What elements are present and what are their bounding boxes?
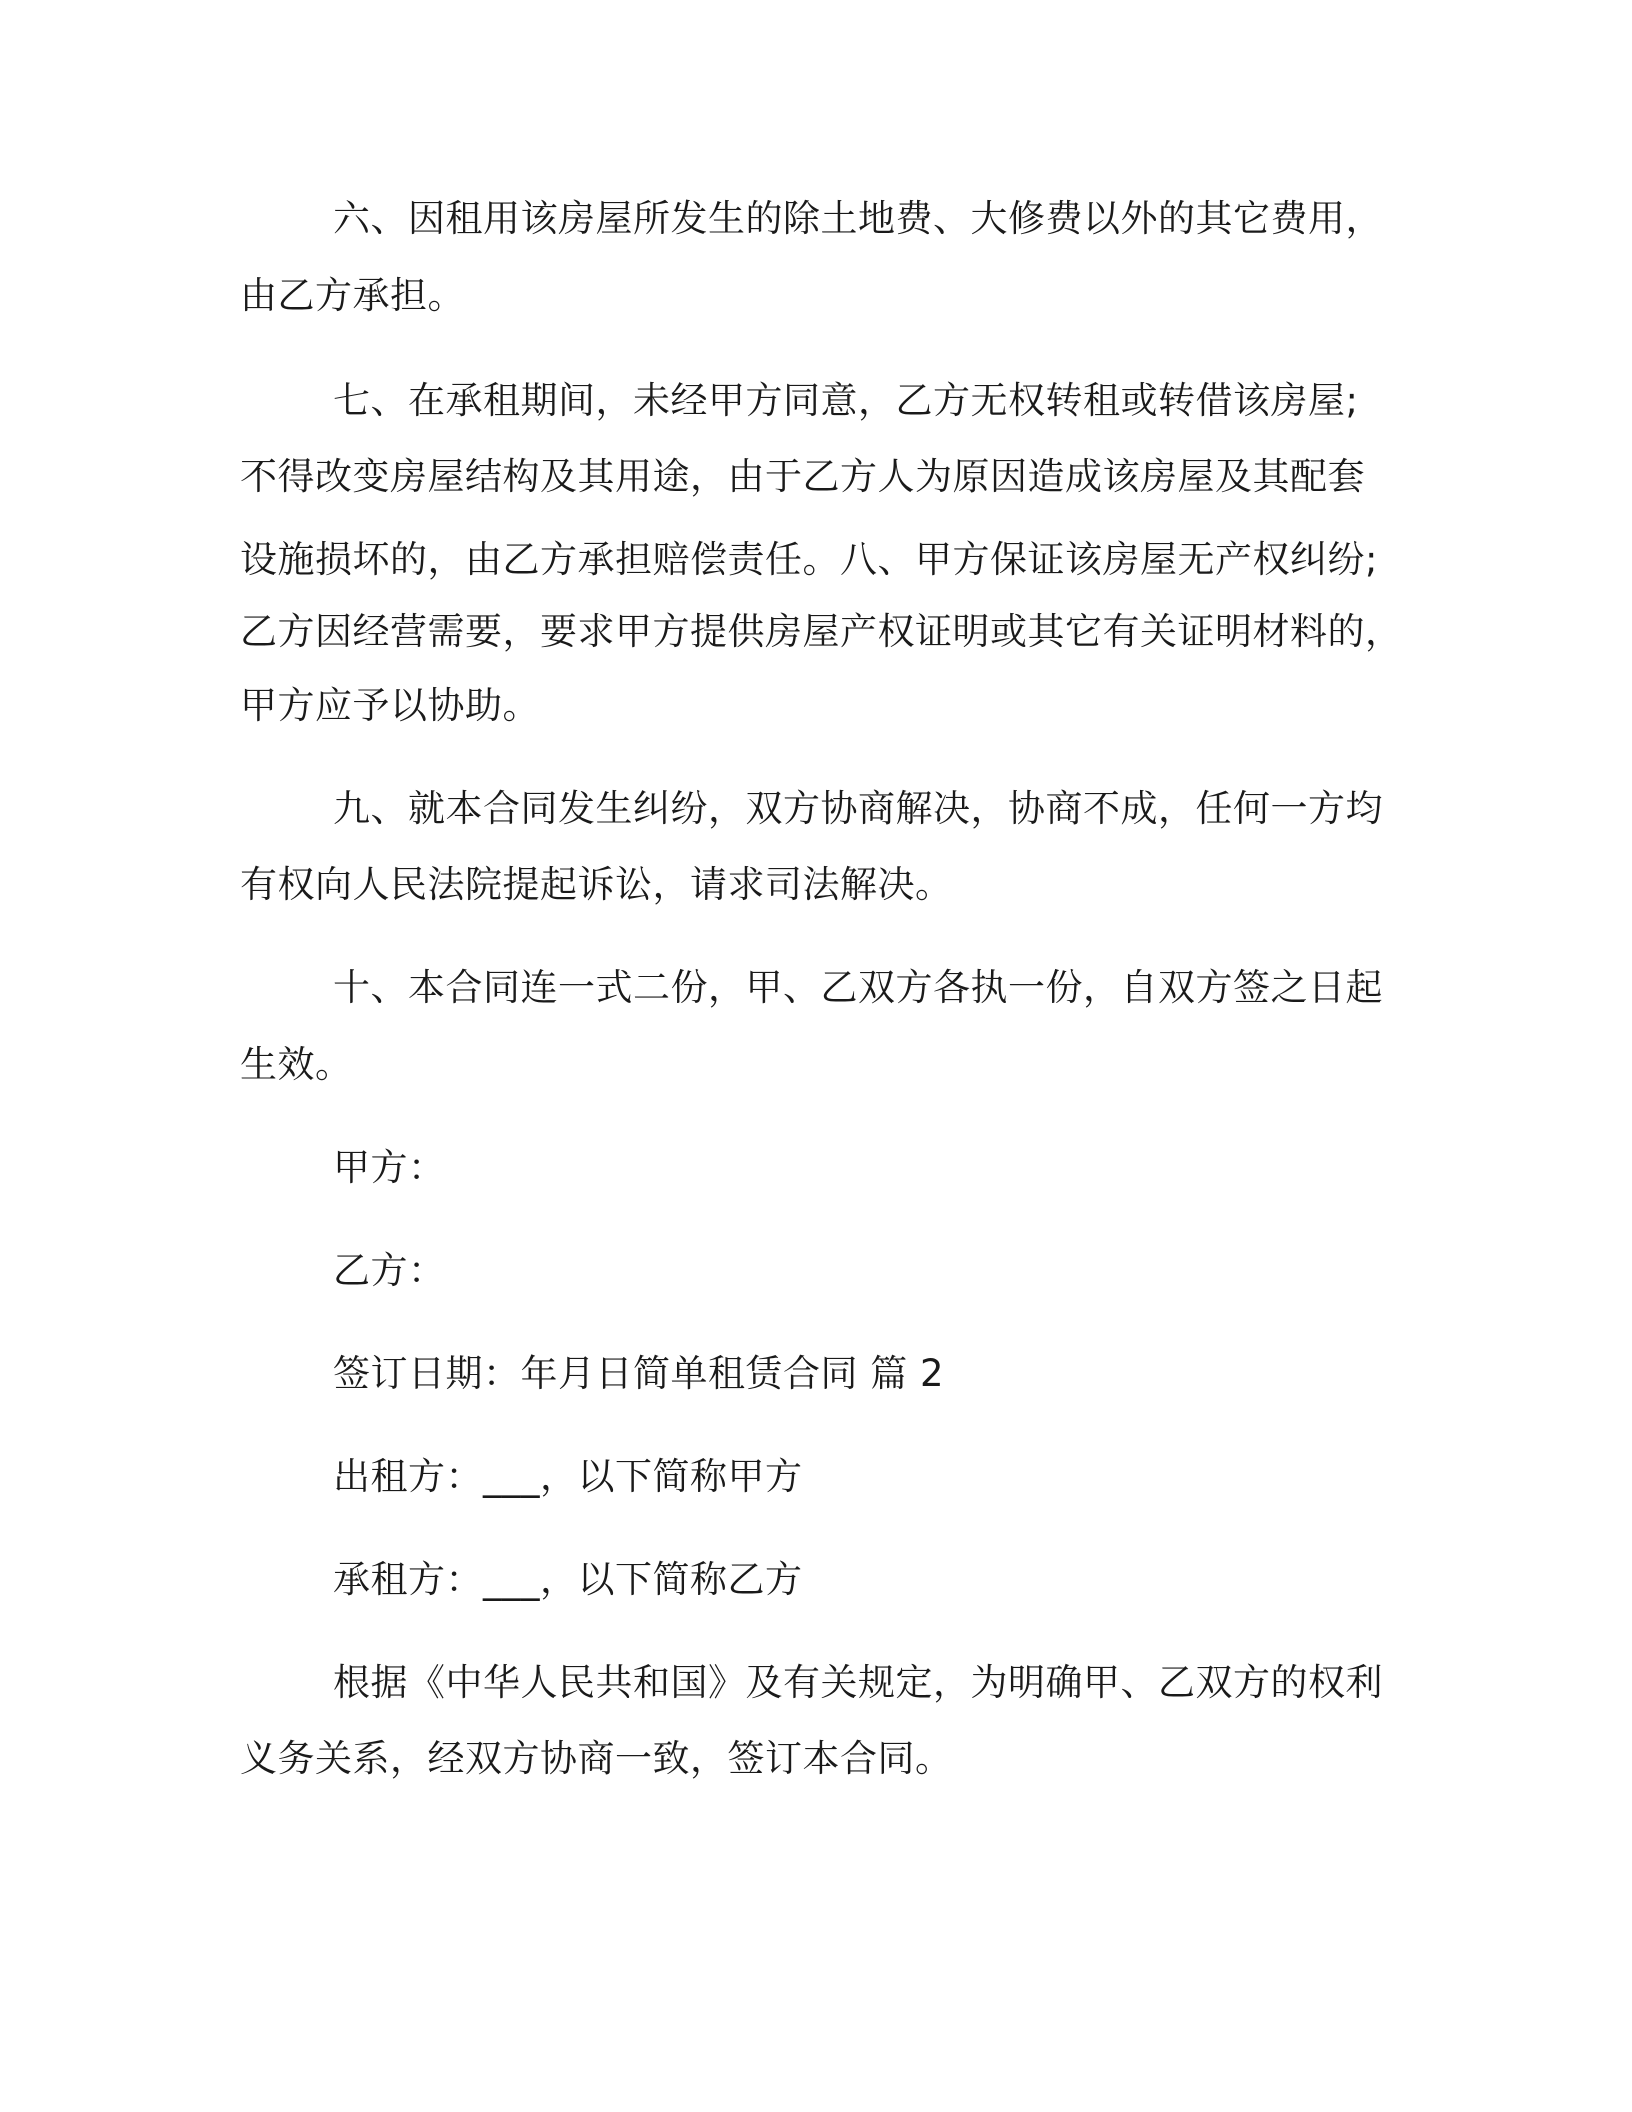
clause-7-line-2: 不得改变房屋结构及其用途，由于乙方人为原因造成该房屋及其配套	[240, 455, 1365, 498]
lessee-line: 承租方：___，以下简称乙方	[333, 1558, 803, 1601]
lessor-line: 出租方：___，以下简称甲方	[333, 1455, 803, 1498]
party-b-signature-label: 乙方：	[333, 1249, 446, 1292]
clause-10-line-1: 十、本合同连一式二份，甲、乙双方各执一份，自双方签之日起	[333, 966, 1383, 1009]
clause-9-line-1: 九、就本合同发生纠纷，双方协商解决，协商不成，任何一方均	[333, 787, 1383, 830]
clause-7-line-4: 乙方因经营需要，要求甲方提供房屋产权证明或其它有关证明材料的，	[240, 610, 1403, 653]
party-a-signature-label: 甲方：	[333, 1146, 446, 1189]
clause-7-line-3: 设施损坏的，由乙方承担赔偿责任。八、甲方保证该房屋无产权纠纷;	[240, 538, 1378, 581]
clause-10-line-2: 生效。	[240, 1043, 353, 1086]
clause-7-line-5: 甲方应予以协助。	[240, 684, 540, 727]
preamble-line-2: 义务关系，经双方协商一致，签订本合同。	[240, 1737, 953, 1780]
clause-6-line-2: 由乙方承担。	[240, 274, 465, 317]
clause-6-line-1: 六、因租用该房屋所发生的除土地费、大修费以外的其它费用，	[333, 197, 1383, 240]
clause-9-line-2: 有权向人民法院提起诉讼，请求司法解决。	[240, 863, 953, 906]
sign-date-line: 签订日期：年月日简单租赁合同 篇 2	[333, 1352, 945, 1395]
preamble-line-1: 根据《中华人民共和国》及有关规定，为明确甲、乙双方的权利	[333, 1661, 1383, 1704]
clause-7-line-1: 七、在承租期间，未经甲方同意，乙方无权转租或转借该房屋;	[333, 379, 1359, 422]
